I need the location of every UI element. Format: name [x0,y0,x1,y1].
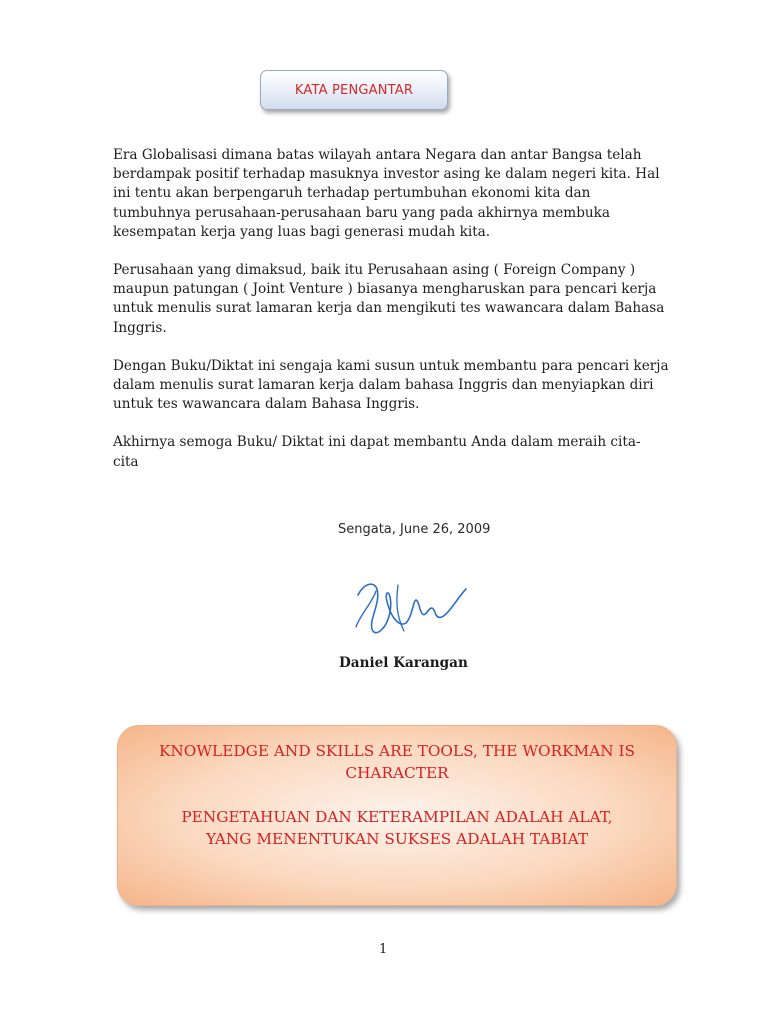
quote-line: YANG MENENTUKAN SUKSES ADALAH TABIAT [205,830,589,848]
text-line: untuk tes wawancara dalam Bahasa Inggris. [113,396,420,413]
text-line: cita [113,453,139,470]
text-line: tumbuhnya perusahaan-perusahaan baru yang pada akhirnya membuka [113,204,610,221]
signer-name: Daniel Karangan [339,655,468,671]
quote-english [118,740,676,784]
paragraph-3 [113,357,673,415]
paragraph-2 [113,261,673,338]
quote-box [117,725,677,906]
quote-line: KNOWLEDGE AND SKILLS ARE TOOLS, THE WORKMAN IS [158,742,636,760]
signature-stroke [356,591,376,627]
text-line: Inggris. [113,319,167,336]
paragraph-1 [113,146,673,242]
preface-body [113,146,673,491]
title-box [260,70,448,110]
text-line: dalam menulis surat lamaran kerja dalam bahasa Inggris dan menyiapkan diri [113,377,654,394]
quote-line: PENGETAHUAN DAN KETERAMPILAN ADALAH ALAT, [181,808,613,826]
signature-stroke [358,584,466,632]
paragraph-4 [113,433,673,471]
text-line: maupun patungan ( Joint Venture ) biasanya mengharuskan para pencari kerja [113,281,657,298]
text-line: Perusahaan yang dimaksud, baik itu Perusahaan asing ( Foreign Company ) [113,262,636,279]
page-title: KATA PENGANTAR [294,82,414,98]
signature-image [350,575,475,655]
text-line: ini tentu akan berpengaruh terhadap pertumbuhan ekonomi kita dan [113,185,591,202]
page-number: 1 [379,942,388,957]
text-line: berdampak positif terhadap masuknya investor asing ke dalam negeri kita. Hal [113,166,660,183]
text-line: Akhirnya semoga Buku/ Diktat ini dapat membantu Anda dalam meraih cita- [113,434,641,451]
text-line: untuk menulis surat lamaran kerja dan mengikuti tes wawancara dalam Bahasa [113,300,665,317]
text-line: kesempatan kerja yang luas bagi generasi mudah kita. [113,223,491,240]
quote-line: CHARACTER [345,764,449,782]
date-line: Sengata, June 26, 2009 [338,522,491,537]
text-line: Era Globalisasi dimana batas wilayah antara Negara dan antar Bangsa telah [113,147,642,163]
quote-indonesian [118,806,676,850]
text-line: Dengan Buku/Diktat ini sengaja kami susun untuk membantu para pencari kerja [113,357,669,374]
